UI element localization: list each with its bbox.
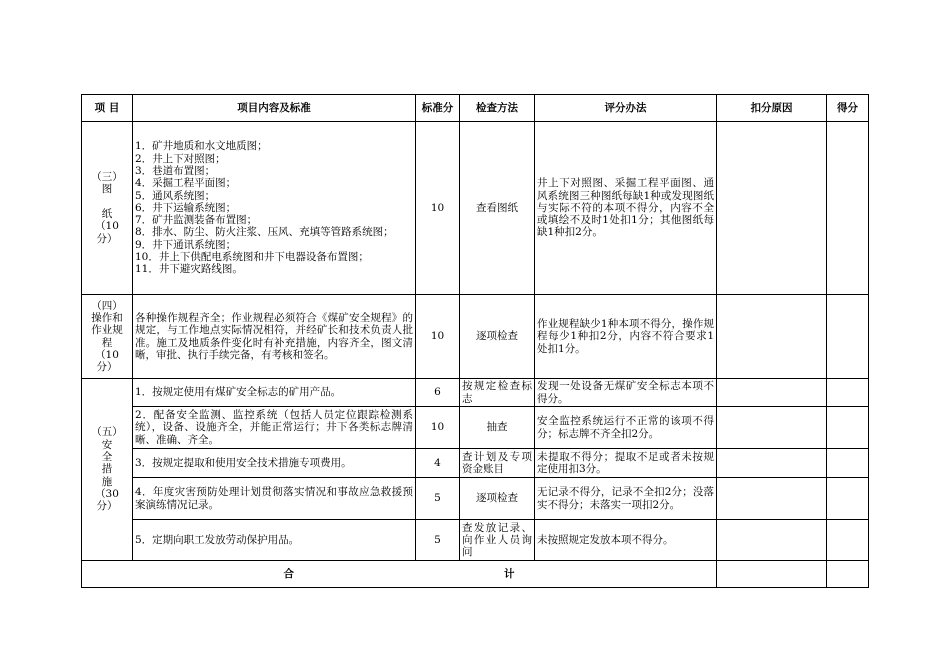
total-label [82,561,717,588]
project-line: 安 [101,438,113,451]
list-item: 5．通风系统图； [135,189,216,202]
total-points [827,561,869,588]
section4-points [827,295,869,379]
section4-score: 10 [416,295,460,379]
section3-points [827,122,869,295]
section5-row3-points [827,449,869,478]
section5-row1-score: 6 [416,379,460,407]
section5-row4-scoring: 无记录不得分，记录不全扣2分；没落实不得分；未落实一项扣2分。 [535,478,717,520]
section5-row1-method: 按规定检查标志 [460,379,535,407]
section5-row1-points [827,379,869,407]
list-item: 10．井上下供配电系统图和井下电器设备布置图； [135,251,369,264]
section5-row5-points [827,520,869,561]
list-item: 4．采掘工程平面图； [135,177,237,190]
list-item: 6．井下运输系统图； [135,201,237,214]
section5-row5-method: 查发放记录、向作业人员询问 [460,520,535,561]
project-line: 程 [101,336,113,349]
section3-deduction [717,122,827,295]
section4-scoring: 作业规程缺少1种本项不得分，操作规程每少1种扣2分，内容不符合要求1处扣1分。 [535,295,717,379]
header-project: 项 目 [82,95,133,122]
section5-row2-points [827,407,869,449]
section5-row1-scoring: 发现一处设备无煤矿安全标志本项不得分。 [535,379,717,407]
section5-row3-deduction [717,449,827,478]
section5-row5-content: 5．定期向职工发放劳动保护用品。 [133,520,416,561]
list-item: 8．排水、防尘、防火注浆、压风、充填等管路系统图； [135,226,394,239]
section5-row4-score: 5 [416,478,460,520]
section5-row2-deduction [717,407,827,449]
project-line: 分） [96,232,118,245]
section5-row1-deduction [717,379,827,407]
header-content: 项目内容及标准 [133,95,416,122]
table-row [82,122,869,295]
project-line: （四） [91,299,123,312]
project-line: （10 [95,348,119,361]
total-label-right: 计 [504,567,515,580]
section3-project [82,122,133,295]
section5-row5-score: 5 [416,520,460,561]
section4-method: 逐项检查 [460,295,535,379]
section5-row4-content: 4．年度灾害预防处理计划贯彻落实情况和事故应急救援预案演练情况记录。 [133,478,416,520]
list-item: 9．井下通讯系统图； [135,238,237,251]
section5-row4-method: 逐项检查 [460,478,535,520]
table-row [82,295,869,379]
section3-content [133,122,416,295]
project-line: 纸 [101,208,113,220]
project-line: （三） [91,171,123,184]
project-line [84,196,130,208]
section5-row2-content: 2．配备安全监测、监控系统（包括人员定位跟踪检测系统），设备、设施齐全，并能正常运行；井下各类标志牌清晰、准确、齐全。 [133,407,416,449]
header-check-method: 检查方法 [460,95,535,122]
section5-row2-scoring: 安全监控系统运行不正常的该项不得分；标志牌不齐全扣2分。 [535,407,717,449]
project-line: （30 [95,487,119,500]
table-row [82,407,869,449]
section3-method: 查看图纸 [460,122,535,295]
section5-row4-deduction [717,478,827,520]
project-line: 全 [101,451,113,464]
list-item: 3．巷道布置图； [135,164,216,177]
header-deduction-reason: 扣分原因 [717,95,827,122]
list-item: 2．井上下对照图； [135,152,226,165]
list-item: 7．矿井监测装备布置图； [135,214,258,227]
section3-scoring: 井上下对照图、采掘工程平面图、通风系统图三种图纸每缺1种或发现图纸与实际不符的本项不得分，内容不全或填绘不及时1处扣1分；其他图纸每缺1种扣2分。 [535,122,717,295]
table-row [82,449,869,478]
section3-score: 10 [416,122,460,295]
list-item: 1．矿井地质和水文地质图； [135,140,268,153]
total-row [82,561,869,588]
section5-row4-points [827,478,869,520]
project-line: 分） [96,361,118,374]
header-standard-score: 标准分 [416,95,460,122]
total-label-left: 合 [283,567,294,580]
header-scoring-method: 评分办法 [535,95,717,122]
table-row [82,478,869,520]
section5-row3-scoring: 未提取不得分；提取不足或者未按规定使用扣3分。 [535,449,717,478]
header-row [82,95,869,122]
header-score: 得分 [827,95,869,122]
project-line: 措 [101,463,113,476]
section5-project [82,379,133,561]
scoring-table [81,94,869,588]
section5-row3-content: 3．按规定提取和使用安全技术措施专项费用。 [133,449,416,478]
project-line: 施 [101,475,113,488]
section4-content: 各种操作规程齐全；作业规程必须符合《煤矿安全规程》的规定，与工作地点实际情况相符，并经矿长和技术负责人批准。施工及地质条件变化时有补充措施，内容齐全，图文清晰，审批、执行手续完备，有考核和签名。 [133,295,416,379]
project-line: （10 [95,220,119,233]
section4-project [82,295,133,379]
project-line: 操作和 [91,311,123,324]
section5-row1-content: 1．按规定使用有煤矿安全标志的矿用产品。 [133,379,416,407]
section5-row2-method: 抽查 [460,407,535,449]
table-row [82,379,869,407]
section5-row3-method: 查计划及专项资金账目 [460,449,535,478]
project-line: （五） [91,426,123,439]
section5-row5-scoring: 未按照规定发放本项不得分。 [535,520,717,561]
project-line: 图 [101,183,113,196]
project-line: 分） [96,500,118,513]
table-row [82,520,869,561]
section5-row2-score: 10 [416,407,460,449]
project-line: 作业规 [91,324,123,337]
section4-deduction [717,295,827,379]
section5-row3-score: 4 [416,449,460,478]
total-deduction [717,561,827,588]
list-item: 11．井下避灾路线图。 [135,263,243,276]
section5-row5-deduction [717,520,827,561]
